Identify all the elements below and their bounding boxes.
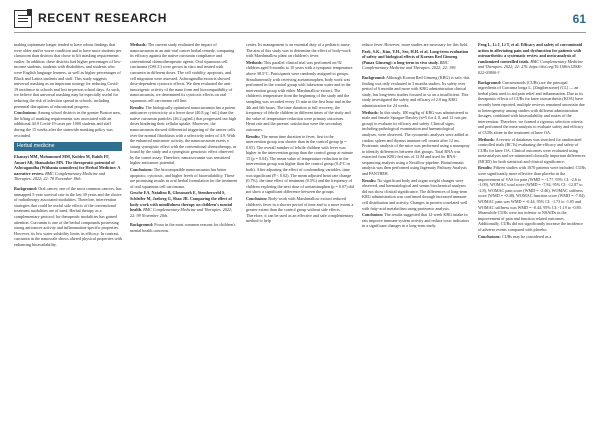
paragraph-label: Background: — [130, 222, 154, 228]
paragraph — [246, 60, 354, 133]
paragraph-label: Background: — [362, 74, 386, 80]
paragraph — [362, 178, 470, 212]
paragraph-text: In this study, 100 mg/kg of KRG was administered to male and female Sprague-Dawley (n=5 for 4, 8, and 12 rats per group) to evaluate its efficacy and safety. Clinical signs, including pathological examination and haematological analyses, were observed. The cytometric analyses were added at cardiac spleen and thymus immune cell counts after 12 ins. Proteomic analysis of the mice was performed using a nanospray to identify differences between diet groups. Total RNA was extracted from KRG-fed rats of 12 M and used for RNA-sequencing analysis using a Nextflow pipeline. Bioinformatic analysis was then performed using Ingenuity Pathway Analysis and PANTHER. — [362, 109, 470, 177]
paragraph-label: Conclusions: — [130, 167, 153, 173]
paragraph — [130, 167, 238, 189]
reference-title: Efficacy and safety of curcuminoid action in alleviating pain and dysfunction for patients with osteoarthritis: a systematic review and meta-analysis of randomized controlled trials. — [478, 42, 583, 64]
column-5 — [478, 42, 586, 240]
paragraph-label: Methods: — [246, 59, 263, 65]
column-2 — [130, 42, 238, 235]
paragraph-text: The mean time duration to fever, first in the intervention group was shorter than in the control group (p = 0.05). The overall number of febrile children with fever was higher in the intervention group than the control group at minute 15 (p = 0.04). The mean value of temperature reduction in the intervention group was higher than the control group (0.4°C in both). After adjusting the effect of confounding variables, time was significant (P < 0.02). The mean adjusted heart rate change (0.7%), the time effect of treatment (0.5%) and the frequency of children exploring the next dose of acetaminophen (p = 0.07) did not show a significant difference between the groups. — [246, 133, 354, 195]
paragraph — [478, 165, 586, 232]
paragraph-label: Conclusion: — [246, 196, 268, 202]
paragraph-text: Among school districts in the greater Boston area, the lifting of masking requirements was associated with an additional 44.9 Covid-19 cases per 1000 students and staff during the 15 weeks after the statewide masking policy was rescinded. — [14, 110, 121, 138]
reference-authors: Feng L, Li J, Li T, et al. — [478, 42, 520, 47]
paragraph-text: Oral cancer, one of the most common cancers, has unmapped 5-year survival rate in the last 30 years and the choice of radiotherapy associated modalities. Therefore, intervention strategies that could be useful side effects of the conventional treatment modalities are of need. Herbal therapy as a complementary protocol for therapeutic modalities has gained attention. Curcumin is one of the herbal compounds possessing strong anticancer activity and inflammation-specific properties. However, its low water solubility limits its efficacy. In contrast, curcumin in the nanoscale shows altered physical properties with enhancing bioavailability. — [14, 186, 122, 247]
paragraph — [130, 42, 238, 104]
paragraph-text: Although Korean Red Ginseng (KRG) is safe, this finding was only evaluated in 3 months studies. Its safety over period of 6 months and more with KRG administration clinical study, has long-term studies focused in so on a insufficient. This study investigated the safety and efficacy of 2.0 mg KRG administration for 24 weeks. — [362, 74, 470, 108]
paragraph-text: The biocompatible nanocurcumin has better apoptotic, cytotoxic, and higher levels of bioavailability. These are promising results as oral herbal formulation for the treatment of oral squamous cell carcinoma. — [130, 167, 238, 189]
section-title: RECENT RESEARCH — [38, 11, 168, 25]
reference — [130, 190, 238, 218]
page-number: 61 — [572, 12, 586, 26]
paragraph — [478, 234, 586, 240]
reference-journal: BMC Complementary Medicine and Therapies. 2022; 22: 78 November 18th. — [14, 170, 106, 182]
page-header — [14, 8, 586, 32]
paragraph-text: Curcuminoids (CURs) are the principal ingredients of Curcuma longa L. (Zingiberaceae) (CL) — an herbal plant used to aid pain relief and inflammation. Due to its therapeutic effects of CURs for knee osteoarthritis (KOA) have recently been reported, multiple reviews remained uncertain due to heterogeneity among studies with different administration dosages, combined with bioavailability and routes of the intervention. Therefore, we formed a rigorous selection criteria and performed the meta-analysis to evaluate safety and efficacy of CURs alone in the treatment of knee OA. — [478, 79, 585, 135]
paragraph — [362, 212, 470, 229]
reference — [14, 154, 122, 182]
column-4 — [362, 42, 470, 230]
reference-journal: BMC Complementary Medicine and Therapies. 2022; 22: 276. https://doi.org/10.1186/s12906-022-03800-3 — [478, 58, 584, 75]
paragraph-label: Methods: — [478, 136, 495, 142]
paragraph — [246, 196, 354, 224]
paragraph-label: Background: — [14, 186, 38, 192]
document-icon — [14, 10, 32, 28]
paragraph-label: Conclusions: — [14, 110, 37, 116]
section-band: Herbal medicine — [14, 142, 122, 151]
paragraph-text: The biologically optimised nanocurcumin has a potent anticancer cytotoxicity at a lower dose (40.8 μg / mL) than the native curcumin particles (26.2 μg/mL) that progressed our high doses hindering their cellular uptake. Moreover, the nanocurcumin showed differential triggering of the cancer cells over the normal fibroblasts with a selectivity index of 4.9. With the enhanced anticancer activity, the nanocurcumin exerts a strong synergistic effect with the conventional chemotherapy, as found by the study and a synergistic genotoxic effect observed by the comet assay. Therefore, nanocurcumin was sensitized higher anticancer potential. — [130, 104, 237, 166]
reference-title: Comparing the effect of body work with mindfulness therapy on children's mental health. — [130, 196, 233, 213]
reference — [362, 49, 470, 71]
column-1 — [14, 42, 122, 249]
paragraph-label: Methods: — [362, 109, 379, 115]
paragraph-label: Results: — [130, 104, 145, 110]
reference-authors: Gesche EA, Natalino B, Glossmark E, Stemberweld S, Schleifer M, Jaeberg G, Shao JR. — [130, 190, 226, 202]
reference-title: Long-term evaluation of safety and biological effects of Korean Red Ginseng (Panax Ginseng): a long-term in vivo study. — [362, 48, 469, 65]
paragraph-label: Conclusion: — [362, 212, 384, 218]
paragraph-text: Fifteen studies with 1670 patients were included. CURs were significantly more effective than placebo in the improvement of VAS for pain (WMD = -1.77, 95% CI: -2.6 to -1.09), WOMAC total score (WMD = -7.84, 95% CI: -12.87 to -2.8), WOMAC pain score (WMD = -2.46), WOMAC stiffness score (WMD = -0.48), WOMAC function score (WMD = -7.84). WOMAC pain was WMD = -0.44, 95% CI: -1.73 to -1.05 and WOMAC stiffness was WMD = -0.44, 95% CI: -1.19 to -0.80. Meanwhile CURs were not inferior to NSAIDs in the improvement of pain and function related outcomes. Additionally, CURs did not significantly increase the incidence of adverse events compared with placebo. — [478, 165, 586, 232]
paragraph-text: Focus in the most common reasons for children's mental health concerns. — [130, 222, 236, 233]
paragraph — [362, 110, 470, 177]
paragraph-label: Results: — [478, 165, 493, 171]
paragraph-text: This parallel clinical trial was performed on 92 children aged 6 months to 10 years with a tympanic temperature above 38.5°C. Participants were randomly assigned to groups. Simultaneously with receiving acetaminophen, body work was performed in the control group with lukewarm water and in the intervention group with either Marshmallow extract. The children's temperature from the beginning of the study and the sampling was recorded every 15 min in the first hour and in the 4th and 6th hours. The time duration to full recovery, the frequency of febrile children in different times of the study and the value of temperature reduction were primary outcomes. Heart rate and the parents' satisfaction were the secondary outcomes. — [246, 59, 353, 132]
paragraph — [14, 186, 122, 248]
column-3 — [246, 42, 354, 225]
reference-authors: Park, S.K., Kim, Y.H., Seo, H.H. et al. — [362, 48, 429, 54]
paragraph: reduce fever. However, more studies are necessary for this field. — [362, 42, 469, 47]
paragraph-text: A review of databases was searched for randomized controlled trials (RCTs) evaluating the efficacy and safety of CURs for knee OA. Clinical outcomes were evaluated using meta-analysis and we minimized clinically important differences (MCID) for both statistical and clinical significance. — [478, 136, 586, 164]
header-divider — [14, 32, 586, 33]
paragraph-label: Conclusions: — [478, 233, 501, 239]
reference-title: The therapeutic potential of Ashwagandha (Withania somnifera) for Herbal Medicine: A narrative review. — [14, 159, 121, 176]
paragraph-text: CURs may be considered as a — [501, 233, 552, 239]
paragraph — [362, 75, 470, 109]
paragraph-text: The current study evaluated the impact of nanocurcumin as an anti-oral cancer herbal remedy, comparing its efficacy against the native curcumin compliance and conventional chemotherapeutic agents. Oral squamous cell carcinoma (OSCC) were grown in vitro and treated with curcumin in different doses. The cell viability, apoptosis, and cell migration were assessed. Ashwagandha extracts showed dose-dependent cytotoxic effects. We then evaluated the anti-tumorigenic activity of the nano form and biocompatibility of nanocurcumin, we determined its cytotoxic effects on oral squamous cell carcinoma cell line. — [130, 42, 235, 103]
paragraph: making topiramate longer tended to have robust findings that were older and/or worse condition and to have more students per classroom than districts that chose to lift masking requirements earlier. In addition, these districts had higher percentages of low-income students, students with disabilities, and students who were English language learners, as well as higher percentages of Black and Latinx students and staff. This study suggests universal masking as an important strategy for reducing Covid-19 incidence in schools and lost in-person school days. As such, we believe that universal masking may be especially useful for reducing the risk of infection spread in schools, including perennial disruptions of educational progress. — [14, 42, 122, 109]
paragraph — [130, 105, 238, 167]
paragraph — [130, 222, 238, 233]
paragraph-label: Results: — [362, 177, 377, 183]
reference-authors: Ekanayi MM, Mohammed MM, Kuldeo M, Rabib FF, Ansari AB, Shamabdar MN. — [14, 154, 110, 165]
paragraph-label: Background: — [478, 79, 502, 85]
reference-journal: BMC Complementary Medicine and Therapies. 2022; 22: 199. — [362, 59, 457, 71]
paragraph-label: Methods: — [130, 42, 147, 47]
reference-journal: BMC Complementary Medicine and Therapies. 2022; 22: 99 November 20th. — [130, 207, 233, 218]
paragraph-label: Results: — [246, 133, 261, 139]
reference — [478, 42, 586, 76]
paragraph-text: No significant body and organ weight changes were observed, and haematological and serum biochemical analyses did not show clinical significance. The differences of long-term KRG administration was confirmed through increased immune cell distribution and activity. Changes in protein correlated well with fatty-acid metabolism using proteomic analysis. — [362, 177, 468, 211]
paragraph — [478, 137, 586, 165]
paragraph — [246, 134, 354, 196]
paragraph — [14, 110, 122, 138]
paragraph-text: Body-work with Marshmallow extract reduced children's fever in a shorter period of time and to a more extent a greater extent than the control group without side effects. Therefore, it can be used as an effective and safe complementary method to help — [246, 196, 354, 224]
paragraph — [478, 80, 586, 136]
paragraph: center. Its management is an essential duty of a pediatric nurse. The aim of this study was to determine the effect of body-work with Marshmallow plant on children's fever. — [246, 42, 351, 59]
paragraph-text: The results suggested that 12-week KRG intake in rats improve immune system activity and reduce toxic indicators in a significant changes in a long-term study. — [362, 212, 470, 229]
